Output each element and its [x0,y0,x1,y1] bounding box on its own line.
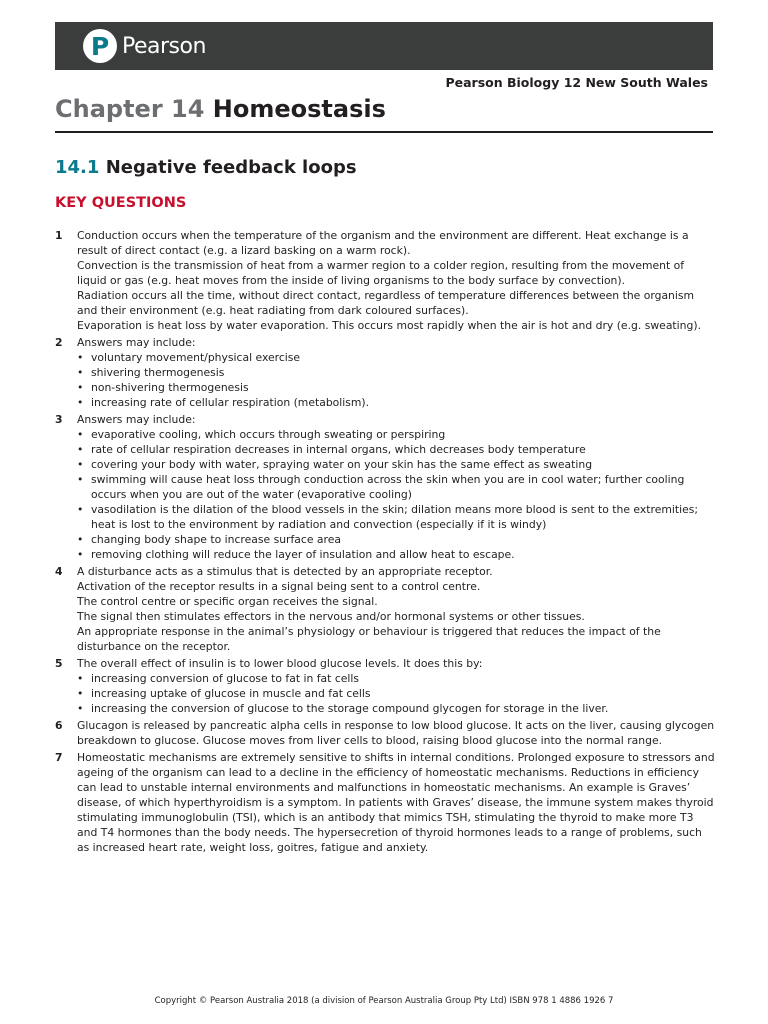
chapter-number: Chapter 14 [55,95,205,123]
chapter-divider [55,131,713,133]
answer-bullet: • shivering thermogenesis [77,365,715,380]
answer-paragraph: An appropriate response in the animal’s physiology or behaviour is triggered that reduces the impact of the disturbance on the receptor. [77,625,661,653]
answer-item [55,412,715,562]
answer-body [77,335,715,410]
answer-bullet: • increasing conversion of glucose to fat in fat cells [77,671,715,686]
answer-paragraph: A disturbance acts as a stimulus that is detected by an appropriate receptor. [77,565,493,578]
answer-paragraph: Radiation occurs all the time, without direct contact, regardless of temperature differences between the organism and their environment (e.g. heat radiating from dark coloured surfaces). [77,289,695,317]
key-questions-heading: KEY QUESTIONS [55,195,187,211]
answer-item [55,335,715,410]
answer-item [55,656,715,716]
answer-body [77,656,715,716]
section-name: Negative feedback loops [105,157,357,178]
answer-bullet: • removing clothing will reduce the layer of insulation and allow heat to escape. [77,547,715,562]
answer-bullet-list [77,671,715,716]
answer-bullet: • increasing rate of cellular respiration (metabolism). [77,395,715,410]
pearson-logo-text: Pearson [122,33,206,59]
answer-number: 1 [55,229,63,242]
answer-number: 3 [55,413,63,426]
pearson-logo-icon: P [83,29,117,63]
publisher-header-bar [55,22,713,70]
chapter-title [55,95,386,123]
answer-number: 6 [55,719,63,732]
chapter-name: Homeostasis [212,95,386,123]
answer-body [77,718,715,748]
answer-item [55,564,715,654]
answer-body [77,412,715,562]
answer-bullet: • swimming will cause heat loss through conduction across the skin when you are in cool water; further cooling occurs when you are out of the water (evaporative cooling) [77,472,715,502]
answer-paragraph: Conduction occurs when the temperature of the organism and the environment are different. Heat exchange is a result of direct contact (e.g. a lizard basking on a warm rock). [77,229,689,257]
answer-number: 4 [55,565,63,578]
answer-paragraph: Evaporation is heat loss by water evaporation. This occurs most rapidly when the air is hot and dry (e.g. sweating). [77,319,702,332]
answer-body [77,228,715,333]
answer-bullet-list [77,350,715,410]
section-number: 14.1 [55,157,100,178]
answer-bullet: • covering your body with water, spraying water on your skin has the same effect as sweating [77,457,715,472]
answer-intro: The overall effect of insulin is to lower blood glucose levels. It does this by: [77,657,483,670]
answer-paragraph: Convection is the transmission of heat from a warmer region to a colder region, resulting from the movement of liquid or gas (e.g. heat moves from the inside of living organisms to the body surface by convection). [77,259,685,287]
answer-intro: Answers may include: [77,413,196,426]
answer-bullet: • rate of cellular respiration decreases in internal organs, which decreases body temperature [77,442,715,457]
answer-paragraph: The signal then stimulates effectors in the nervous and/or hormonal systems or other tissues. [77,610,585,623]
answer-body [77,564,715,654]
section-title [55,157,357,178]
answer-bullet-list [77,427,715,562]
book-title: Pearson Biology 12 New South Wales [445,75,708,90]
answer-bullet: • increasing uptake of glucose in muscle and fat cells [77,686,715,701]
answer-bullet: • changing body shape to increase surface area [77,532,715,547]
answer-item [55,750,715,855]
answer-paragraph: Homeostatic mechanisms are extremely sensitive to shifts in internal conditions. Prolonged exposure to stressors and ageing of the organism can lead to a decline in the efficiency of homeostatic mechanisms. Reductions in efficiency can lead to unstable internal environments and malfunctions in homeostatic mechanisms. An example is Graves’ disease, of which hyperthyroidism is a symptom. In patients with Graves’ disease, the immune system makes thyroid stimulating immunoglobulin (TSI), which is an antibody that mimics TSH, stimulating the thyroid to make more T3 and T4 hormones than the body needs. The hypersecretion of thyroid hormones leads to a range of problems, such as increased heart rate, weight loss, goitres, fatigue and anxiety. [77,751,715,854]
answer-bullet: • evaporative cooling, which occurs through sweating or perspiring [77,427,715,442]
answer-number: 2 [55,336,63,349]
answer-body [77,750,715,855]
answer-bullet: • vasodilation is the dilation of the blood vessels in the skin; dilation means more blood is sent to the extremities; heat is lost to the environment by radiation and convection (especially if it is windy) [77,502,715,532]
answers-list [55,228,715,857]
answer-number: 7 [55,751,63,764]
answer-bullet: • increasing the conversion of glucose to the storage compound glycogen for storage in the liver. [77,701,715,716]
answer-bullet: • non-shivering thermogenesis [77,380,715,395]
answer-item [55,228,715,333]
answer-paragraph: The control centre or specific organ receives the signal. [77,595,378,608]
answer-number: 5 [55,657,63,670]
answer-bullet: • voluntary movement/physical exercise [77,350,715,365]
answer-paragraph: Glucagon is released by pancreatic alpha cells in response to low blood glucose. It acts on the liver, causing glycogen breakdown to glucose. Glucose moves from liver cells to blood, raising blood glucose into the normal range. [77,719,715,747]
copyright-footer: Copyright © Pearson Australia 2018 (a division of Pearson Australia Group Pty Ltd) ISBN 978 1 4886 1926 7 [154,996,614,1006]
answer-intro: Answers may include: [77,336,196,349]
answer-item [55,718,715,748]
answer-paragraph: Activation of the receptor results in a signal being sent to a control centre. [77,580,481,593]
